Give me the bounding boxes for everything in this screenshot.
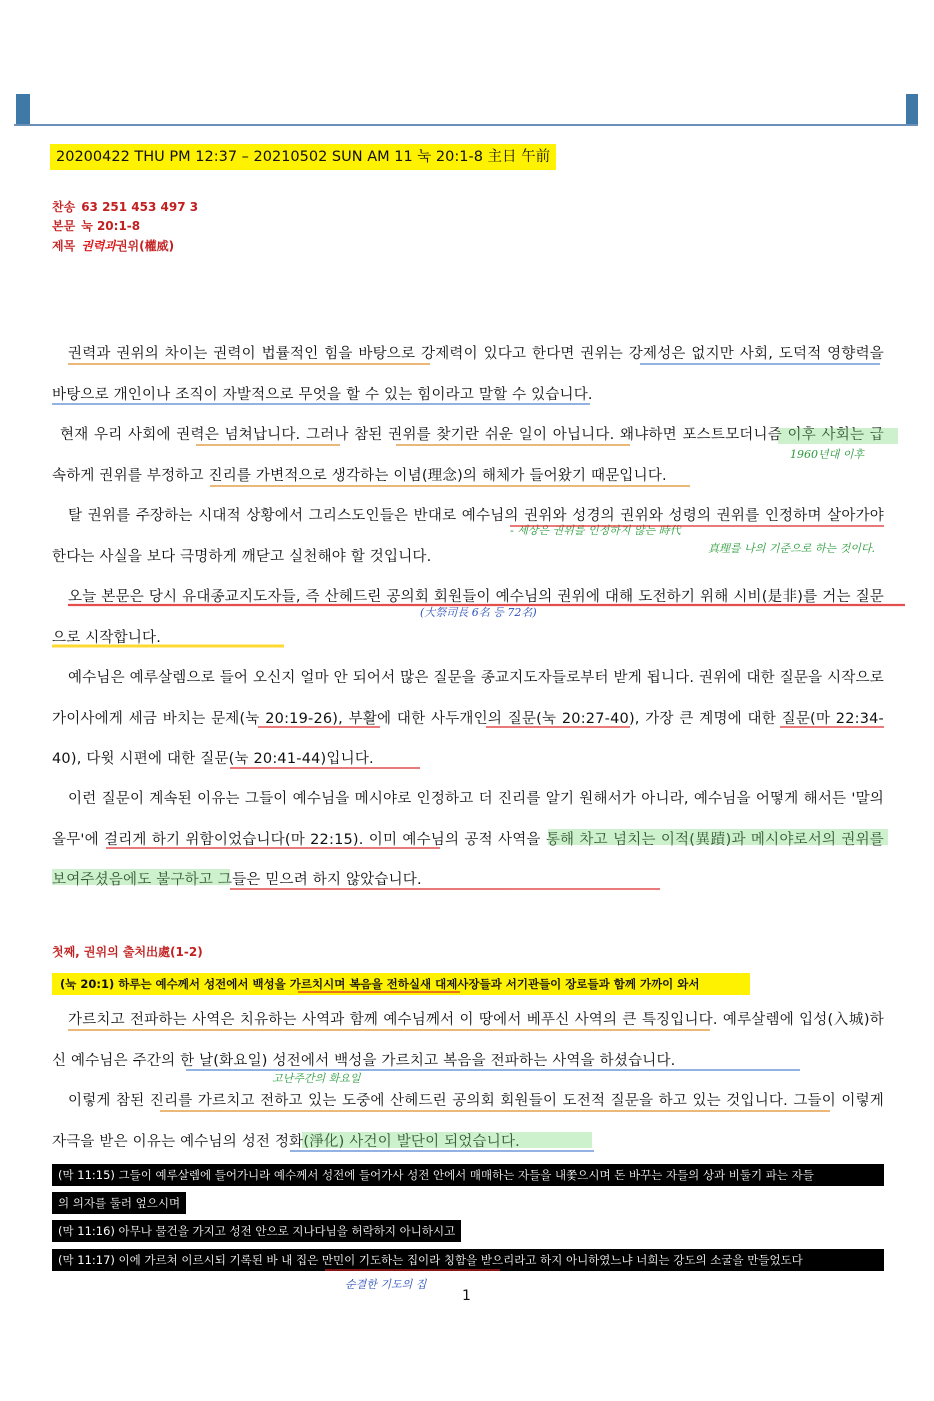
paragraph-1: 권력과 권위의 차이는 권력이 법률적인 힘을 바탕으로 강제력이 있다고 한다면 권위는 강제성은 없지만 사회, 도덕적 영향력을 바탕으로 개인이나 조직이 자발적으로 무엇을 할 수 있는 힘이라고 말할 수 있습니다. xyxy=(52,346,884,403)
title-value: 권위(權威) xyxy=(115,239,175,253)
paragraph-7: 가르치고 전파하는 사역은 치유하는 사역과 함께 예수님께서 이 땅에서 베푸신 사역의 큰 특징입니다. 예루살렘에 입성(入城)하신 예수님은 주간의 한 날(화요일) 성전에서 백성을 가르치고 복음을 전파하는 사역을 하셨습니다. xyxy=(52,1012,884,1069)
paragraph-3: 탈 권위를 주장하는 시대적 상황에서 그리스도인들은 반대로 예수님의 권위와 성경의 권위와 성령의 권위를 인정하며 살아가야 한다는 사실을 보다 극명하게 깨닫고 실천해야 할 것입니다. xyxy=(52,508,884,565)
verse-luke-20-1: (눅 20:1) 하루는 예수께서 성전에서 백성을 가르치시며 복음을 전하실새 대제사장들과 서기관들이 장로들과 함께 가까이 와서 xyxy=(52,973,750,995)
headline-date-range: 20200422 THU PM 12:37 – 20210502 SUN AM 11 눅 20:1-8 主日 午前 xyxy=(50,144,556,170)
text-value: 눅 20:1-8 xyxy=(81,219,141,233)
text-label: 본문 xyxy=(52,219,76,233)
title-handwritten: 권력과 xyxy=(81,239,116,253)
paragraph-8: 이렇게 참된 진리를 가르치고 전하고 있는 도중에 산헤드린 공의회 회원들이 도전적 질문을 하고 있는 것입니다. 그들이 이렇게 자극을 받은 이유는 예수님의 성전 정화(淨化) 사건이 발단이 되었습니다. xyxy=(52,1093,884,1150)
annotation-truth: 真理를 나의 기준으로 하는 것이다. xyxy=(708,542,875,555)
quote-mark-11-16: (막 11:16) 아무나 물건을 가지고 성전 안으로 지나다님을 허락하지 아니하시고 xyxy=(52,1220,461,1242)
quote-mark-11-15a: (막 11:15) 그들이 예루살렘에 들어가니라 예수께서 성전에 들어가사 성전 안에서 매매하는 자들을 내쫓으시며 돈 바꾸는 자들의 상과 비둘기 파는 자들 xyxy=(52,1164,884,1186)
annotation-era: - 세상은 권위를 인정하지 않는 時代 xyxy=(510,524,681,537)
annotation-sanhedrin: (大祭司長 6名 등 72名) xyxy=(420,606,537,619)
annotation-tuesday: 고난주간의 화요일 xyxy=(272,1072,361,1085)
paragraph-4: 오늘 본문은 당시 유대종교지도자들, 즉 산헤드린 공의회 회원들이 예수님의 권위에 대해 도전하기 위해 시비(是非)를 거는 질문으로 시작합니다. xyxy=(52,589,884,646)
green-highlights xyxy=(52,428,898,1148)
quote-mark-11-17: (막 11:17) 이에 가르쳐 이르시되 기록된 바 내 집은 만민이 기도하는 집이라 칭함을 받으리라고 하지 아니하였느냐 너희는 강도의 소굴을 만들었도다 xyxy=(52,1249,884,1271)
hymn-value: 63 251 453 497 3 xyxy=(81,200,199,214)
paragraph-5: 예수님은 예루살렘으로 들어 오신지 얼마 안 되어서 많은 질문을 종교지도자들로부터 받게 됩니다. 권위에 대한 질문을 시작으로 가이사에게 세금 바치는 문제(눅 20:19-26), 부활에 대한 사두개인의 질문(눅 20:27-40), 가장 큰 계명에 대한 질문(마 22:34-40), 다윗 시편에 대한 질문(눅 20:41-44)입니다. xyxy=(52,670,884,767)
quote-mark-11-15b: 의 의자를 둘러 엎으시며 xyxy=(52,1192,186,1214)
hymn-label: 찬송 xyxy=(52,200,76,214)
page-number: 1 xyxy=(462,1288,471,1304)
title-label: 제목 xyxy=(52,239,76,253)
paragraph-2: 현재 우리 사회에 권력은 넘쳐납니다. 그러나 참된 권위를 찾기란 쉬운 일이 아닙니다. 왜냐하면 포스트모더니즘 이후 사회는 급속하게 권위를 부정하고 진리를 가변적으로 생각하는 이념(理念)의 해체가 들어왔기 때문입니다. xyxy=(52,427,884,484)
annotation-pure-house: 순결한 기도의 집 xyxy=(345,1278,427,1291)
section-1-title: 첫째, 권위의 출처出處(1-2) xyxy=(52,945,203,959)
annotation-1960s: 1960년대 이후 xyxy=(790,448,864,461)
paragraph-6: 이런 질문이 계속된 이유는 그들이 예수님을 메시야로 인정하고 더 진리를 알기 원해서가 아니라, 예수님을 어떻게 해서든 '말의 올무'에 걸리게 하기 위함이었습니다(마 22:15). 이미 예수님의 공적 사역을 통해 차고 넘치는 이적(異蹟)과 메시야로서의 권위를 보여주셨음에도 불구하고 그들은 믿으려 하지 않았습니다. xyxy=(52,791,884,888)
